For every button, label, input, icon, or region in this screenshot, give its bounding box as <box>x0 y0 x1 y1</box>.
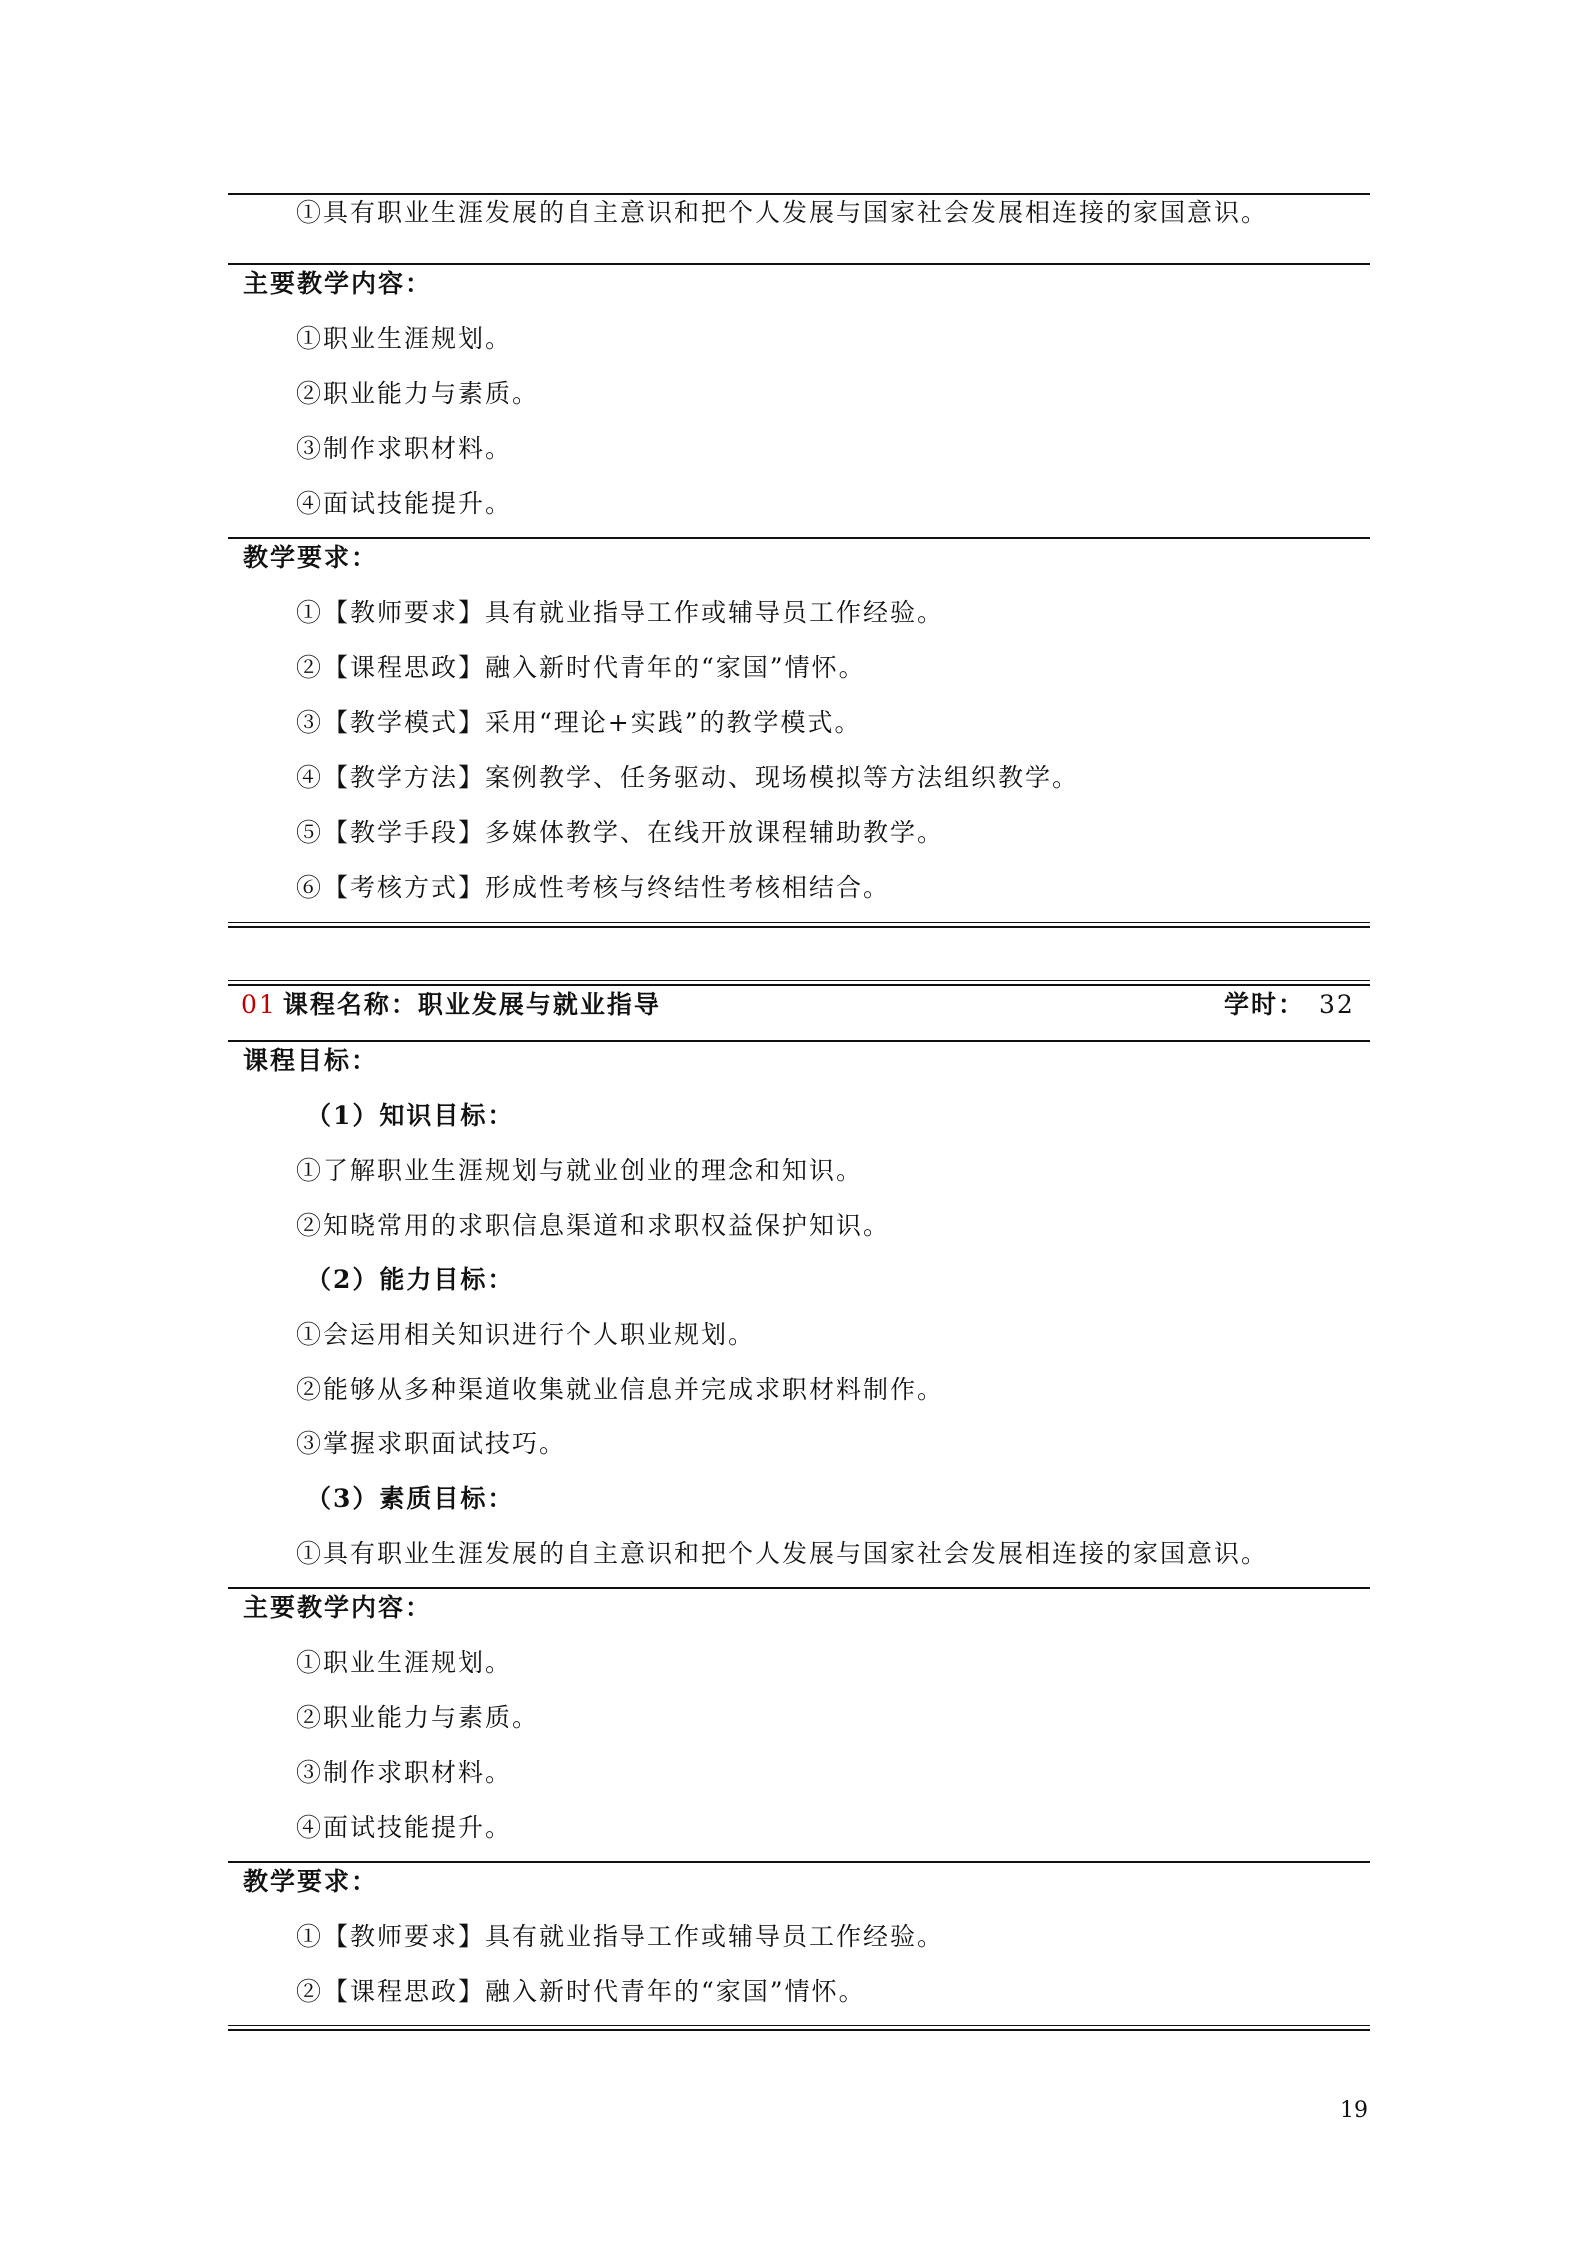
table-rule <box>228 1587 1370 1589</box>
quality-goal-label: （3）素质目标： <box>306 1484 515 1513</box>
table-bottom-rule <box>228 922 1370 928</box>
table-rule <box>228 193 1370 195</box>
quality-item: ①具有职业生涯发展的自主意识和把个人发展与国家社会发展相连接的家国意识。 <box>296 1539 1269 1568</box>
knowledge-goal-label: （1）知识目标： <box>306 1101 515 1130</box>
content-item: ③制作求职材料。 <box>296 434 513 463</box>
table-rule <box>228 537 1370 539</box>
requirement-item: ③【教学模式】采用“理论+实践”的教学模式。 <box>296 708 862 737</box>
ability-item: ②能够从多种渠道收集就业信息并完成求职材料制作。 <box>296 1375 945 1404</box>
knowledge-item: ①了解职业生涯规划与就业创业的理念和知识。 <box>296 1156 864 1185</box>
table-top-rule <box>228 980 1370 986</box>
ability-goal-label: （2）能力目标： <box>306 1265 515 1294</box>
hours-label: 学时： <box>1224 990 1306 1019</box>
course-name: 课程名称：职业发展与就业指导 <box>282 990 661 1019</box>
requirement-item: ①【教师要求】具有就业指导工作或辅导员工作经验。 <box>296 598 945 627</box>
table-rule <box>228 1861 1370 1863</box>
content-item: ④面试技能提升。 <box>296 489 513 518</box>
knowledge-item: ②知晓常用的求职信息渠道和求职权益保护知识。 <box>296 1211 891 1240</box>
content-item: ②职业能力与素质。 <box>296 379 540 408</box>
ability-item: ①会运用相关知识进行个人职业规划。 <box>296 1320 756 1349</box>
page-number: 19 <box>1340 2098 1368 2123</box>
requirement-item: ⑥【考核方式】形成性考核与终结性考核相结合。 <box>296 873 891 902</box>
requirement-item: ②【课程思政】融入新时代青年的“家国”情怀。 <box>296 653 866 682</box>
requirements-label: 教学要求： <box>243 543 379 572</box>
requirement-item: ②【课程思政】融入新时代青年的“家国”情怀。 <box>296 1977 866 2006</box>
ability-item: ③掌握求职面试技巧。 <box>296 1429 567 1458</box>
goals-label: 课程目标： <box>243 1046 379 1075</box>
requirement-item: ①【教师要求】具有就业指导工作或辅导员工作经验。 <box>296 1922 945 1951</box>
requirement-item: ④【教学方法】案例教学、任务驱动、现场模拟等方法组织教学。 <box>296 763 1080 792</box>
requirements-label: 教学要求： <box>243 1867 379 1896</box>
table-rule <box>228 1040 1370 1042</box>
content-item: ④面试技能提升。 <box>296 1813 513 1842</box>
course-title <box>241 989 661 1021</box>
content-item: ③制作求职材料。 <box>296 1758 513 1787</box>
requirement-item: ⑤【教学手段】多媒体教学、在线开放课程辅助教学。 <box>296 818 945 847</box>
content-item: ①职业生涯规划。 <box>296 1648 513 1677</box>
hours-value: 32 <box>1319 990 1355 1019</box>
quality-item: ①具有职业生涯发展的自主意识和把个人发展与国家社会发展相连接的家国意识。 <box>296 198 1269 227</box>
course-number: 01 <box>241 990 277 1019</box>
table-bottom-rule <box>228 2025 1370 2031</box>
content-item: ②职业能力与素质。 <box>296 1703 540 1732</box>
content-item: ①职业生涯规划。 <box>296 324 513 353</box>
course-hours <box>1224 989 1355 1021</box>
table-rule <box>228 263 1370 265</box>
content-label: 主要教学内容： <box>243 1593 433 1622</box>
content-label: 主要教学内容： <box>243 269 433 298</box>
